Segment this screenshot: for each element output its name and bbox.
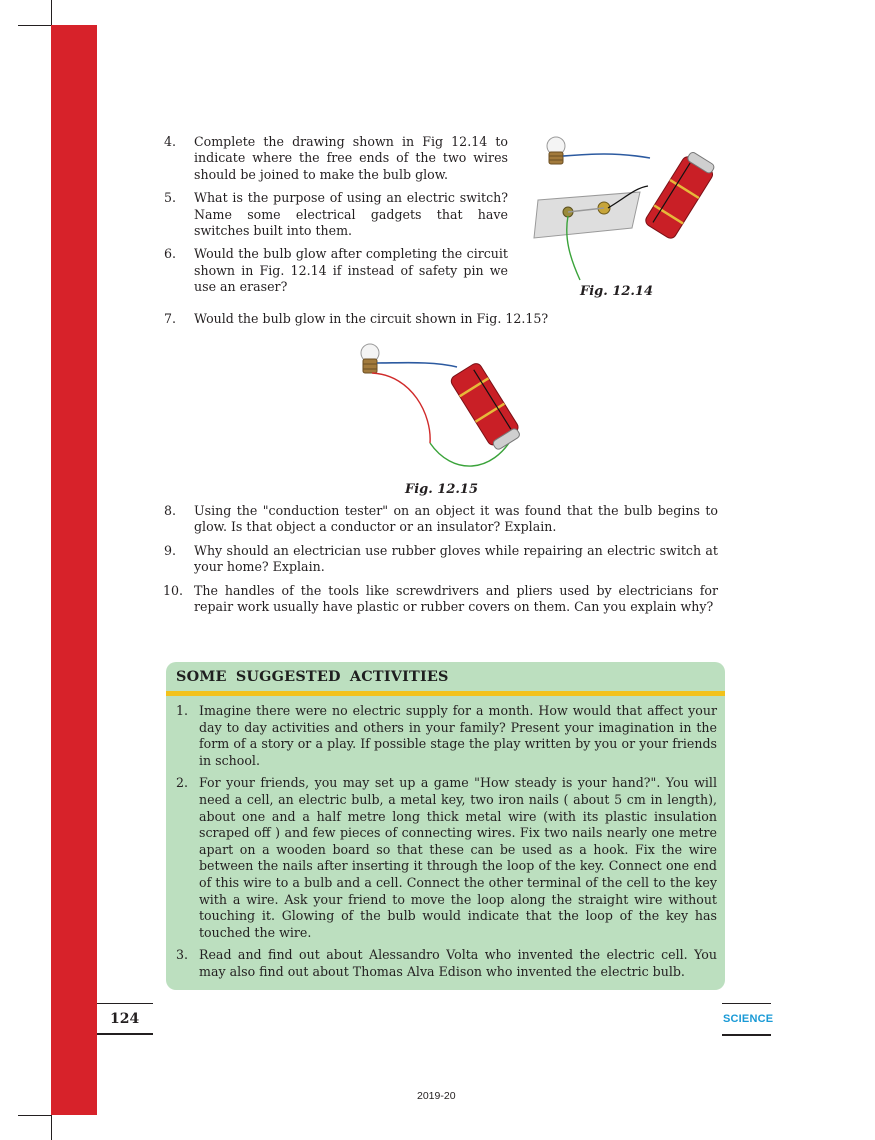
activity-text: For your friends, you may set up a game "How steady is your hand?". You will need a cell, an electric bulb, a metal key, two iron nails ( about 5 cm in length), about one and a half metre long thick metal wire (with its plastic insulation scraped off ) and few pieces of connecting wires. Fix two nails nearly one metre apart on a wooden board so that these can be used as a hook. Fix the wire between the nails after inserting it through the loop of the key. Connect one end of this wire to a bulb and a cell. Connect the other terminal of the cell to the key with a wire. Ask your friend to move the loop along the straight wire without touching it. Glowing of the bulb would indicate that the loop of the key has touched the wire. <box>199 775 717 940</box>
book-label-rule-top <box>722 1003 771 1004</box>
suggested-activities-box <box>166 662 725 990</box>
cell-icon <box>449 361 523 452</box>
crop-mark-bottom-vertical <box>51 1115 52 1140</box>
activity-number: 2. <box>176 775 189 791</box>
activities-list <box>176 703 717 987</box>
question-text: Would the bulb glow in the circuit shown in Fig. 12.15? <box>194 311 549 326</box>
bulb-icon <box>361 344 379 373</box>
crop-mark-top <box>18 25 51 26</box>
activities-heading-rule <box>166 691 725 696</box>
question-5 <box>164 190 508 239</box>
question-number: 8. <box>164 503 177 518</box>
question-number: 6. <box>164 246 177 262</box>
question-number: 7. <box>164 311 177 326</box>
page-margin-band <box>51 25 97 1115</box>
page-number-rule-bottom <box>97 1033 153 1035</box>
question-4 <box>164 134 508 183</box>
activity-number: 1. <box>176 703 189 718</box>
question-8 <box>164 503 718 536</box>
question-list-7 <box>164 311 724 334</box>
question-9 <box>164 543 718 576</box>
edition-year: 2019-20 <box>417 1090 456 1102</box>
question-7 <box>164 311 724 327</box>
question-text: What is the purpose of using an electric switch? Name some electrical gadgets that have switches built into them. <box>194 190 508 239</box>
figure-12-15-illustration <box>352 335 542 480</box>
question-text: Using the "conduction tester" on an object it was found that the bulb begins to glow. Is that object a conductor or an insulator? Explain. <box>194 503 718 535</box>
switch-board-icon <box>534 192 640 238</box>
activity-2 <box>176 775 717 941</box>
activity-text: Imagine there were no electric supply for a month. How would that affect your day to day activities and others in your family? Present your imagination in the form of a story or a play. If possible stage the play written by you or your friends in school. <box>199 703 717 768</box>
activity-number: 3. <box>176 947 189 963</box>
activity-1 <box>176 703 717 769</box>
question-10 <box>164 583 718 616</box>
cell-icon <box>644 149 718 240</box>
page-number: 124 <box>110 1011 140 1027</box>
question-text: Why should an electrician use rubber gloves while repairing an electric switch at your home? Explain. <box>194 542 718 575</box>
activity-3 <box>176 947 717 980</box>
question-list-bottom <box>164 503 718 622</box>
activity-text: Read and find out about Alessandro Volta who invented the electric cell. You may also find out about Thomas Alva Edison who invented the electric bulb. <box>199 947 717 979</box>
question-6 <box>164 246 508 295</box>
question-number: 5. <box>164 190 177 206</box>
question-text: Complete the drawing shown in Fig 12.14 to indicate where the free ends of the two wires should be joined to make the bulb glow. <box>194 134 508 182</box>
figure-12-14-caption: Fig. 12.14 <box>580 284 654 299</box>
question-number: 9. <box>164 542 177 558</box>
book-label-rule-bottom <box>722 1034 771 1036</box>
page-number-rule-top <box>97 1003 153 1004</box>
crop-mark-bottom <box>18 1115 51 1116</box>
bulb-icon <box>547 137 565 164</box>
crop-mark-top-vertical <box>51 0 52 25</box>
activities-heading: SOME SUGGESTED ACTIVITIES <box>176 668 449 685</box>
question-list-top <box>164 134 508 303</box>
book-label: SCIENCE <box>723 1013 774 1025</box>
figure-12-15-caption: Fig. 12.15 <box>405 482 479 497</box>
figure-12-14-illustration <box>520 128 720 288</box>
question-text: Would the bulb glow after completing the circuit shown in Fig. 12.14 if instead of safety pin we use an eraser? <box>194 246 508 295</box>
question-text: The handles of the tools like screwdrivers and pliers used by electricians for repair work usually have plastic or rubber covers on them. Can you explain why? <box>194 582 718 615</box>
question-number: 4. <box>164 134 177 149</box>
question-number: 10. <box>163 582 184 598</box>
